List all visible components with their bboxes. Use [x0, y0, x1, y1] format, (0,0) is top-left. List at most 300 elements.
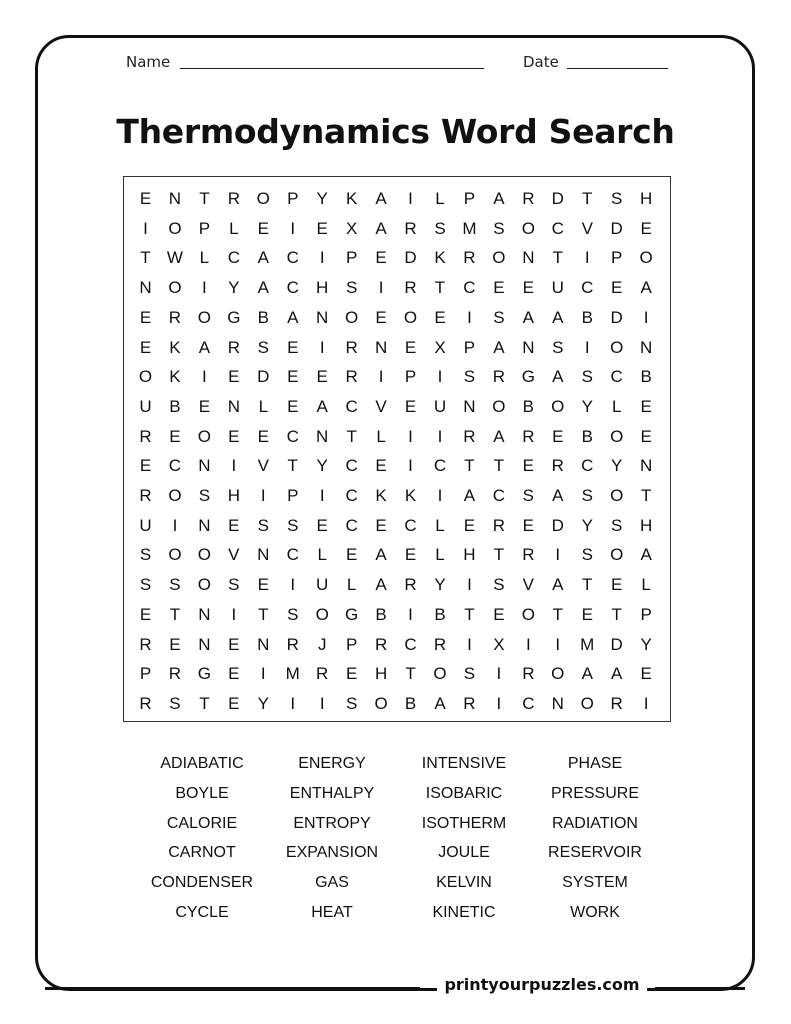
grid-letter: I: [555, 634, 561, 654]
grid-letter: N: [374, 337, 388, 357]
grid-letter: E: [640, 396, 652, 416]
footer: [0, 972, 791, 1002]
grid-letter: S: [581, 545, 593, 565]
grid-letter: E: [640, 426, 652, 446]
grid-letter: O: [374, 693, 388, 713]
grid-letter: I: [408, 456, 413, 476]
grid-letter: K: [404, 486, 417, 505]
grid-letter: E: [228, 634, 240, 654]
grid-letter: T: [464, 604, 475, 624]
grid-letter: A: [375, 575, 387, 595]
grid-letter: N: [316, 426, 329, 446]
grid-letter: C: [345, 396, 358, 416]
grid-row: [124, 659, 670, 689]
word-list-item: ENERGY: [298, 755, 366, 772]
grid-letter: U: [139, 396, 152, 416]
grid-letter: S: [611, 189, 623, 208]
grid-row: [124, 481, 670, 511]
grid-letter: R: [522, 189, 535, 208]
grid-letter: I: [378, 367, 384, 387]
grid-letter: C: [581, 456, 594, 476]
grid-letter: U: [316, 575, 329, 595]
grid-letter: E: [316, 218, 328, 238]
word-list-item: PRESSURE: [550, 784, 640, 802]
grid-letter: S: [581, 486, 593, 505]
grid-letter: T: [199, 189, 210, 208]
grid-letter: I: [525, 634, 531, 654]
grid-letter: A: [257, 278, 269, 298]
grid-letter: S: [345, 693, 358, 713]
name-label: Name: [126, 53, 171, 71]
grid-letter: R: [522, 426, 535, 446]
grid-letter: S: [581, 367, 593, 387]
grid-letter: E: [404, 545, 417, 565]
grid-letter: O: [580, 693, 594, 713]
grid-letter: C: [168, 456, 182, 476]
grid-letter: M: [285, 664, 300, 684]
grid-letter: O: [492, 396, 506, 416]
grid-letter: V: [581, 218, 593, 238]
grid-letter: C: [433, 456, 447, 476]
grid-letter: S: [257, 337, 269, 357]
word-list-item: BOYLE: [175, 784, 229, 802]
grid-row: [124, 570, 670, 600]
grid-letter: O: [315, 604, 329, 624]
grid-letter: S: [257, 515, 269, 535]
grid-letter: A: [581, 664, 593, 684]
grid-letter: A: [198, 337, 211, 357]
grid-letter: S: [169, 693, 181, 713]
grid-letter: B: [522, 396, 535, 416]
grid-letter: O: [197, 575, 211, 595]
grid-letter: I: [584, 248, 590, 268]
grid-letter: N: [257, 634, 270, 654]
grid-letter: R: [522, 545, 535, 565]
grid-row: [124, 511, 670, 541]
grid-letter: U: [551, 278, 564, 298]
grid-letter: V: [522, 575, 535, 595]
grid-letter: A: [375, 218, 387, 238]
grid-letter: E: [493, 604, 505, 624]
grid-letter: N: [198, 604, 211, 624]
grid-letter: S: [493, 218, 505, 238]
grid-letter: A: [257, 248, 269, 268]
grid-letter: I: [231, 604, 237, 624]
grid-letter: E: [611, 575, 623, 595]
grid-letter: T: [434, 278, 446, 298]
grid-letter: Y: [611, 456, 623, 476]
grid-letter: R: [433, 634, 447, 654]
grid-letter: O: [138, 367, 153, 387]
grid-letter: S: [463, 664, 476, 684]
grid-letter: N: [640, 337, 653, 357]
grid-letter: O: [197, 426, 211, 446]
grid-letter: S: [169, 575, 181, 595]
grid-letter: R: [492, 367, 506, 387]
grid-letter: A: [316, 396, 328, 416]
grid-letter: B: [404, 693, 417, 713]
grid-letter: K: [434, 248, 446, 268]
grid-letter: C: [551, 218, 564, 238]
grid-letter: L: [317, 545, 327, 565]
grid-letter: Y: [581, 515, 593, 535]
grid-letter: R: [404, 278, 417, 298]
grid-letter: L: [435, 515, 445, 535]
grid-letter: C: [581, 278, 594, 298]
grid-letter: L: [641, 575, 651, 595]
footer-line-left: [45, 987, 420, 990]
grid-letter: S: [287, 604, 299, 624]
grid-letter: M: [462, 218, 477, 238]
grid-letter: O: [197, 545, 211, 565]
grid-letter: T: [287, 456, 298, 476]
word-list-item: INTENSIVE: [421, 755, 507, 772]
grid-letter: T: [582, 575, 593, 595]
grid-letter: I: [319, 486, 325, 505]
word-list-item: CALORIE: [166, 814, 238, 832]
grid-letter: O: [256, 189, 270, 208]
grid-letter: E: [522, 456, 535, 476]
grid-letter: N: [139, 278, 152, 298]
grid-letter: A: [287, 307, 299, 327]
grid-letter: S: [139, 545, 152, 565]
grid-letter: H: [227, 486, 240, 505]
grid-letter: E: [611, 278, 623, 298]
grid-letter: P: [404, 367, 417, 387]
grid-letter: E: [287, 396, 299, 416]
grid-letter: E: [375, 515, 387, 535]
grid-letter: E: [287, 337, 299, 357]
grid-letter: I: [319, 693, 325, 713]
grid-letter: A: [552, 367, 564, 387]
grid-letter: I: [437, 426, 443, 446]
grid-letter: B: [640, 367, 652, 387]
grid-letter: O: [610, 545, 624, 565]
grid-letter: T: [169, 604, 181, 624]
grid-letter: E: [228, 515, 240, 535]
grid-letter: E: [139, 307, 152, 327]
word-list-item: CARNOT: [168, 844, 236, 862]
grid-letter: C: [345, 515, 358, 535]
grid-letter: T: [552, 248, 563, 268]
word-list-item: JOULE: [438, 844, 490, 862]
grid-letter: X: [345, 218, 358, 238]
grid-letter: E: [228, 426, 240, 446]
date-label: Date: [523, 53, 559, 71]
grid-row: [124, 689, 670, 719]
grid-letter: E: [228, 367, 240, 387]
grid-letter: O: [433, 664, 447, 684]
grid-letter: Y: [434, 575, 446, 595]
grid-letter: K: [375, 486, 387, 505]
grid-letter: R: [522, 664, 535, 684]
grid-letter: E: [493, 278, 505, 298]
grid-letter: D: [610, 634, 623, 654]
grid-letter: C: [463, 278, 476, 298]
grid-letter: P: [640, 604, 652, 624]
grid-letter: R: [139, 634, 152, 654]
grid-letter: I: [319, 337, 325, 357]
grid-letter: L: [199, 248, 210, 268]
grid-letter: I: [643, 307, 649, 327]
grid-letter: S: [139, 575, 152, 595]
grid-letter: C: [404, 634, 417, 654]
footer-line-right: [655, 987, 745, 990]
grid-letter: U: [433, 396, 447, 416]
grid-letter: L: [376, 426, 386, 446]
grid-letter: R: [404, 218, 417, 238]
grid-row: [124, 630, 670, 660]
grid-letter: T: [493, 545, 505, 565]
grid-letter: O: [610, 486, 624, 505]
grid-letter: I: [290, 218, 296, 238]
grid-letter: S: [228, 575, 240, 595]
grid-letter: T: [199, 693, 210, 713]
grid-letter: B: [581, 307, 593, 327]
grid-letter: E: [522, 278, 535, 298]
grid-letter: I: [202, 367, 207, 387]
grid-letter: T: [464, 456, 475, 476]
grid-letter: D: [610, 218, 623, 238]
grid-letter: I: [408, 604, 413, 624]
grid-letter: T: [611, 604, 622, 624]
grid-letter: L: [435, 545, 445, 565]
grid-letter: L: [258, 396, 269, 416]
grid-row: [124, 303, 670, 333]
word-list-item: ISOTHERM: [421, 814, 507, 832]
grid-letter: E: [552, 426, 564, 446]
grid-letter: P: [345, 634, 358, 654]
grid-letter: E: [404, 337, 417, 357]
grid-letter: R: [139, 486, 152, 505]
word-list-item: WORK: [570, 904, 620, 921]
word-list-item: KINETIC: [432, 904, 496, 921]
grid-letter: L: [229, 218, 239, 238]
grid-letter: O: [168, 218, 182, 238]
word-list-item: PHASE: [567, 755, 623, 772]
grid-letter: R: [492, 515, 506, 535]
grid-letter: S: [522, 486, 535, 505]
grid-letter: D: [610, 307, 623, 327]
grid-letter: K: [169, 337, 181, 357]
grid-letter: I: [143, 218, 148, 238]
grid-letter: Y: [257, 693, 269, 713]
grid-letter: A: [640, 545, 652, 565]
grid-letter: C: [345, 486, 358, 505]
grid-letter: P: [287, 189, 299, 208]
grid-letter: E: [375, 456, 387, 476]
grid-letter: T: [582, 189, 593, 208]
grid-letter: I: [319, 248, 325, 268]
grid-letter: E: [228, 693, 240, 713]
grid-letter: E: [434, 307, 446, 327]
grid-letter: B: [375, 604, 387, 624]
grid-letter: A: [375, 545, 387, 565]
grid-letter: X: [434, 337, 446, 357]
grid-letter: E: [375, 307, 387, 327]
grid-letter: E: [139, 189, 152, 208]
grid-letter: E: [316, 515, 328, 535]
word-list-item: ENTROPY: [293, 814, 371, 832]
grid-letter: E: [169, 634, 181, 654]
grid-letter: D: [257, 367, 270, 387]
grid-letter: L: [435, 189, 445, 208]
word-list-item: GAS: [315, 874, 349, 892]
grid-letter: A: [463, 486, 476, 505]
grid-letter: X: [493, 634, 505, 654]
grid-letter: A: [375, 189, 387, 208]
grid-letter: N: [168, 189, 182, 208]
grid-letter: I: [467, 634, 472, 654]
grid-letter: E: [257, 426, 269, 446]
grid-letter: E: [287, 367, 299, 387]
grid-letter: N: [227, 396, 240, 416]
grid-letter: R: [463, 248, 476, 268]
grid-letter: G: [197, 664, 211, 684]
grid-letter: R: [374, 634, 388, 654]
grid-letter: E: [375, 248, 387, 268]
grid-letter: N: [463, 396, 476, 416]
grid-letter: O: [551, 664, 565, 684]
grid-letter: R: [168, 307, 182, 327]
grid-letter: P: [139, 664, 152, 684]
grid-letter: T: [346, 426, 357, 446]
grid-letter: I: [496, 664, 502, 684]
grid-letter: G: [227, 307, 241, 327]
grid-letter: C: [286, 426, 299, 446]
grid-letter: O: [521, 218, 535, 238]
grid-row: [124, 600, 670, 630]
grid-letter: E: [169, 426, 181, 446]
grid-row: [124, 451, 670, 481]
grid-letter: I: [378, 278, 384, 298]
grid-letter: H: [316, 278, 329, 298]
grid-letter: J: [317, 634, 327, 654]
grid-letter: V: [375, 396, 387, 416]
grid-letter: T: [140, 248, 151, 268]
grid-letter: P: [198, 218, 211, 238]
site-credit: printyourpuzzles.com: [437, 975, 647, 994]
grid-row: [124, 362, 670, 392]
grid-letter: N: [551, 693, 564, 713]
grid-letter: N: [257, 545, 270, 565]
grid-letter: C: [286, 248, 299, 268]
grid-letter: P: [463, 189, 476, 208]
grid-letter: R: [404, 575, 417, 595]
word-list-item: ENTHALPY: [289, 784, 375, 802]
grid-letter: S: [493, 307, 505, 327]
grid-letter: A: [434, 693, 446, 713]
grid-letter: N: [198, 515, 211, 535]
grid-letter: A: [640, 278, 652, 298]
grid-letter: Y: [640, 634, 652, 654]
grid-letter: G: [521, 367, 535, 387]
grid-letter: B: [257, 307, 269, 327]
grid-letter: I: [408, 426, 413, 446]
grid-row: [124, 184, 670, 214]
grid-letter: S: [434, 218, 446, 238]
grid-letter: O: [521, 604, 535, 624]
grid-letter: E: [640, 664, 652, 684]
grid-letter: S: [198, 486, 211, 505]
word-list-item: RADIATION: [552, 814, 638, 832]
grid-letter: I: [408, 189, 413, 208]
grid-letter: M: [580, 634, 595, 654]
grid-row: [124, 422, 670, 452]
grid-letter: T: [640, 486, 652, 505]
grid-letter: R: [168, 664, 182, 684]
grid-letter: P: [463, 337, 476, 357]
grid-row: [124, 392, 670, 422]
grid-letter: A: [552, 486, 564, 505]
name-line: [180, 68, 484, 69]
grid-letter: E: [228, 664, 240, 684]
grid-letter: D: [551, 189, 564, 208]
grid-letter: L: [346, 575, 357, 595]
grid-letter: T: [258, 604, 269, 624]
grid-letter: R: [610, 693, 623, 713]
grid-letter: E: [581, 604, 593, 624]
grid-letter: O: [610, 337, 624, 357]
grid-letter: L: [611, 396, 622, 416]
grid-letter: S: [345, 278, 358, 298]
grid-letter: E: [198, 396, 211, 416]
date-line: [567, 68, 668, 69]
grid-letter: N: [198, 634, 211, 654]
grid-letter: E: [640, 218, 652, 238]
grid-letter: A: [522, 307, 535, 327]
grid-letter: I: [437, 486, 443, 505]
grid-letter: C: [522, 693, 535, 713]
grid-letter: T: [405, 664, 416, 684]
grid-letter: T: [493, 456, 505, 476]
grid-letter: E: [345, 545, 358, 565]
grid-row: [124, 333, 670, 363]
word-list-item: KELVIN: [436, 874, 492, 892]
grid-letter: B: [434, 604, 446, 624]
grid-letter: I: [290, 575, 296, 595]
grid-letter: R: [551, 456, 564, 476]
grid-letter: E: [345, 664, 358, 684]
word-list-item: RESERVOIR: [548, 844, 642, 862]
page-title: Thermodynamics Word Search: [116, 112, 675, 151]
grid-letter: R: [227, 189, 240, 208]
grid-letter: C: [610, 367, 623, 387]
grid-letter: O: [610, 426, 624, 446]
grid-letter: S: [493, 575, 505, 595]
grid-letter: G: [345, 604, 359, 624]
grid-letter: I: [584, 337, 590, 357]
grid-letter: Y: [228, 278, 240, 298]
grid-letter: E: [404, 396, 417, 416]
grid-letter: R: [345, 367, 358, 387]
grid-letter: C: [404, 515, 417, 535]
grid-letter: Y: [316, 456, 328, 476]
grid-row: [124, 243, 670, 273]
grid-letter: E: [522, 515, 535, 535]
grid-letter: N: [198, 456, 211, 476]
grid-letter: A: [552, 575, 564, 595]
grid-letter: P: [287, 486, 299, 505]
grid-letter: B: [581, 426, 593, 446]
grid-letter: C: [286, 545, 299, 565]
grid-letter: N: [522, 337, 535, 357]
word-list-item: CYCLE: [175, 904, 229, 921]
grid-letter: C: [345, 456, 358, 476]
grid-letter: H: [374, 664, 388, 684]
grid-letter: V: [257, 456, 269, 476]
grid-letter: A: [611, 664, 623, 684]
